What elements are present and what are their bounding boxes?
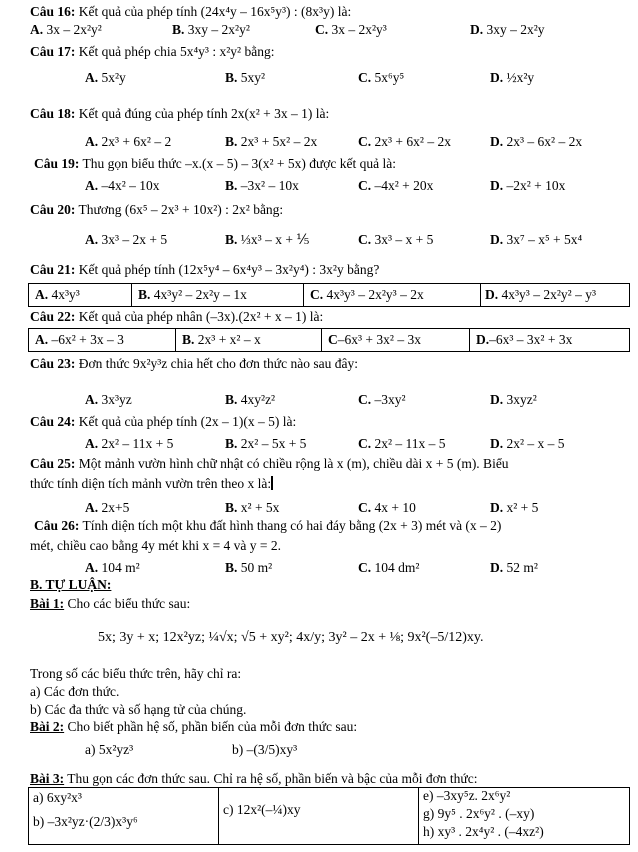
bai-1-b: b) Các đa thức và số hạng tử của chúng.: [30, 702, 247, 717]
bai-3-a: a) 6xy²x³: [33, 790, 82, 805]
option-d: D. ½x²y: [490, 70, 535, 85]
option-b: B. ⅓x³ – x + ⅕: [225, 232, 310, 247]
option-c: C. 5x⁶y⁵: [358, 70, 405, 85]
question-25-line2: thức tính diện tích mảnh vườn trên theo x là:: [30, 476, 272, 491]
options-18: [0, 134, 638, 154]
bai-1-a: a) Các đơn thức.: [30, 684, 120, 699]
bai-2-b: b) –(3/5)xy³: [232, 742, 298, 757]
question-17: Câu 17: Kết quả phép chia 5x⁴y³ : x²y² bằng:: [30, 44, 275, 59]
option-d: D. 4x³y³ – 2x²y² – y³: [485, 287, 596, 302]
option-d: D. –2x² + 10x: [490, 178, 566, 193]
option-a: A. –6x² + 3x – 3: [29, 329, 176, 351]
text-cursor: [271, 476, 273, 490]
option-b: B. 5xy²: [225, 70, 266, 85]
option-c: C. 3x³ – x + 5: [358, 232, 434, 247]
question-23: Câu 23: Đơn thức 9x²y³z chia hết cho đơn thức nào sau đây:: [30, 356, 358, 371]
option-a: A. 2x² – 11x + 5: [85, 436, 174, 451]
option-d: D. 3xy – 2x²y: [470, 22, 545, 37]
options-24: [0, 436, 638, 456]
option-d: D.–6x³ – 3x² + 3x: [476, 332, 573, 347]
question-22: Câu 22: Kết quả của phép nhân (–3x).(2x² + x – 1) là:: [30, 309, 324, 324]
bai-3-col-1: [29, 788, 219, 844]
option-a: A. 3x³yz: [85, 392, 132, 407]
question-24: Câu 24: Kết quả của phép tính (2x – 1)(x – 5) là:: [30, 414, 297, 429]
option-b: B. –3x² – 10x: [225, 178, 299, 193]
question-25: Câu 25: Một mảnh vườn hình chữ nhật có chiều rộng là x (m), chiều dài x + 5 (m). Biểu: [30, 456, 509, 471]
bai-2-a: a) 5x²yz³: [85, 742, 134, 757]
bai-3-table: [28, 787, 630, 845]
option-a: A. 2x+5: [85, 500, 130, 515]
option-a: A. 3x – 2x²y²: [30, 22, 102, 37]
bai-3: Bài 3: Thu gọn các đơn thức sau. Chỉ ra hệ số, phần biến và bậc của mỗi đơn thức:: [30, 771, 478, 786]
option-c: C. 2x² – 11x – 5: [358, 436, 446, 451]
bai-1-task: Trong số các biểu thức trên, hãy chỉ ra:: [30, 666, 242, 681]
option-a: A. 2x³ + 6x² – 2: [85, 134, 172, 149]
option-d: D. 2x³ – 6x² – 2x: [490, 134, 583, 149]
option-c: C. 4x + 10: [358, 500, 416, 515]
options-25: [0, 500, 638, 520]
option-b: B. 50 m²: [225, 560, 273, 575]
question-19: Câu 19: Thu gọn biểu thức –x.(x – 5) – 3(x² + 5x) được kết quả là:: [34, 156, 397, 171]
question-21: Câu 21: Kết quả phép tính (12x⁵y⁴ – 6x⁴y³ – 3x²y⁴) : 3x²y bằng?: [30, 262, 380, 277]
option-b: B. 2x³ + 5x² – 2x: [225, 134, 318, 149]
option-a: A. 104 m²: [85, 560, 140, 575]
question-16: Câu 16: Kết quả của phép tính (24x⁴y – 16x⁵y³) : (8x³y) là:: [30, 4, 352, 19]
options-23: [0, 392, 638, 412]
bai-3-col-2: [219, 788, 419, 844]
option-b: B. 4x³y² – 2x²y – 1x: [132, 284, 304, 306]
options-22-box: [28, 328, 630, 352]
option-c: C. –3xy²: [358, 392, 406, 407]
option-a: A. 4x³y³: [29, 284, 132, 306]
bai-3-c: c) 12x²(–¼)xy: [223, 802, 301, 817]
options-21-box: [28, 283, 630, 307]
option-a: A. 3x³ – 2x + 5: [85, 232, 168, 247]
bai-3-g: g) 9y⁵ . 2x⁶y² . (–xy): [423, 806, 535, 821]
option-b: B. 2x³ + x² – x: [176, 329, 322, 351]
bai-2: Bài 2: Cho biết phần hệ số, phần biến của mỗi đơn thức sau:: [30, 719, 358, 734]
option-b: B. x² + 5x: [225, 500, 280, 515]
bai-3-b: b) –3x²yz·(2/3)x³y⁶: [33, 814, 138, 829]
option-c: C. –4x² + 20x: [358, 178, 434, 193]
bai-3-col-3: [419, 788, 629, 844]
option-a: A. –4x² – 10x: [85, 178, 160, 193]
option-d: D. 2x² – x – 5: [490, 436, 565, 451]
option-c: C. 104 dm²: [358, 560, 420, 575]
option-b: B. 3xy – 2x²y²: [172, 22, 250, 37]
options-16: [0, 22, 638, 42]
option-d: D. 3xyz²: [490, 392, 537, 407]
option-d: D. x² + 5: [490, 500, 539, 515]
option-b: B. 4xy²z²: [225, 392, 276, 407]
bai-3-e: e) –3xy⁵z. 2x⁶y²: [423, 788, 511, 803]
bai-1: Bài 1: Cho các biểu thức sau:: [30, 596, 191, 611]
option-b: B. 2x² – 5x + 5: [225, 436, 307, 451]
question-20: Câu 20: Thương (6x⁵ – 2x³ + 10x²) : 2x² bằng:: [30, 202, 284, 217]
option-c: C. 4x³y³ – 2x²y³ – 2x: [304, 284, 481, 306]
option-c: C. 3x – 2x²y³: [315, 22, 387, 37]
section-b-heading: B. TỰ LUẬN:: [30, 577, 112, 592]
option-c: C–6x³ + 3x² – 3x: [322, 329, 470, 351]
question-26: Câu 26: Tính diện tích một khu đất hình thang có hai đáy bằng (2x + 3) mét và (x – 2): [34, 518, 502, 533]
question-18: Câu 18: Kết quả đúng của phép tính 2x(x² + 3x – 1) là:: [30, 106, 330, 121]
bai-3-h: h) xy³ . 2x⁴y² . (–4xz²): [423, 824, 544, 839]
options-17: [0, 70, 638, 90]
option-c: C. 2x³ + 6x² – 2x: [358, 134, 451, 149]
option-d: D. 52 m²: [490, 560, 538, 575]
question-26-line2: mét, chiều cao bằng 4y mét khi x = 4 và y = 2.: [30, 538, 282, 553]
options-20: [0, 232, 638, 252]
bai-1-expressions: 5x; 3y + x; 12x²yz; ¼√x; √5 + xy²; 4x/y; 3y² – 2x + ⅛; 9x²(–5/12)xy.: [98, 630, 484, 645]
options-19: [0, 178, 638, 198]
option-a: A. 5x²y: [85, 70, 126, 85]
option-d: D. 3x⁷ – x⁵ + 5x⁴: [490, 232, 583, 247]
